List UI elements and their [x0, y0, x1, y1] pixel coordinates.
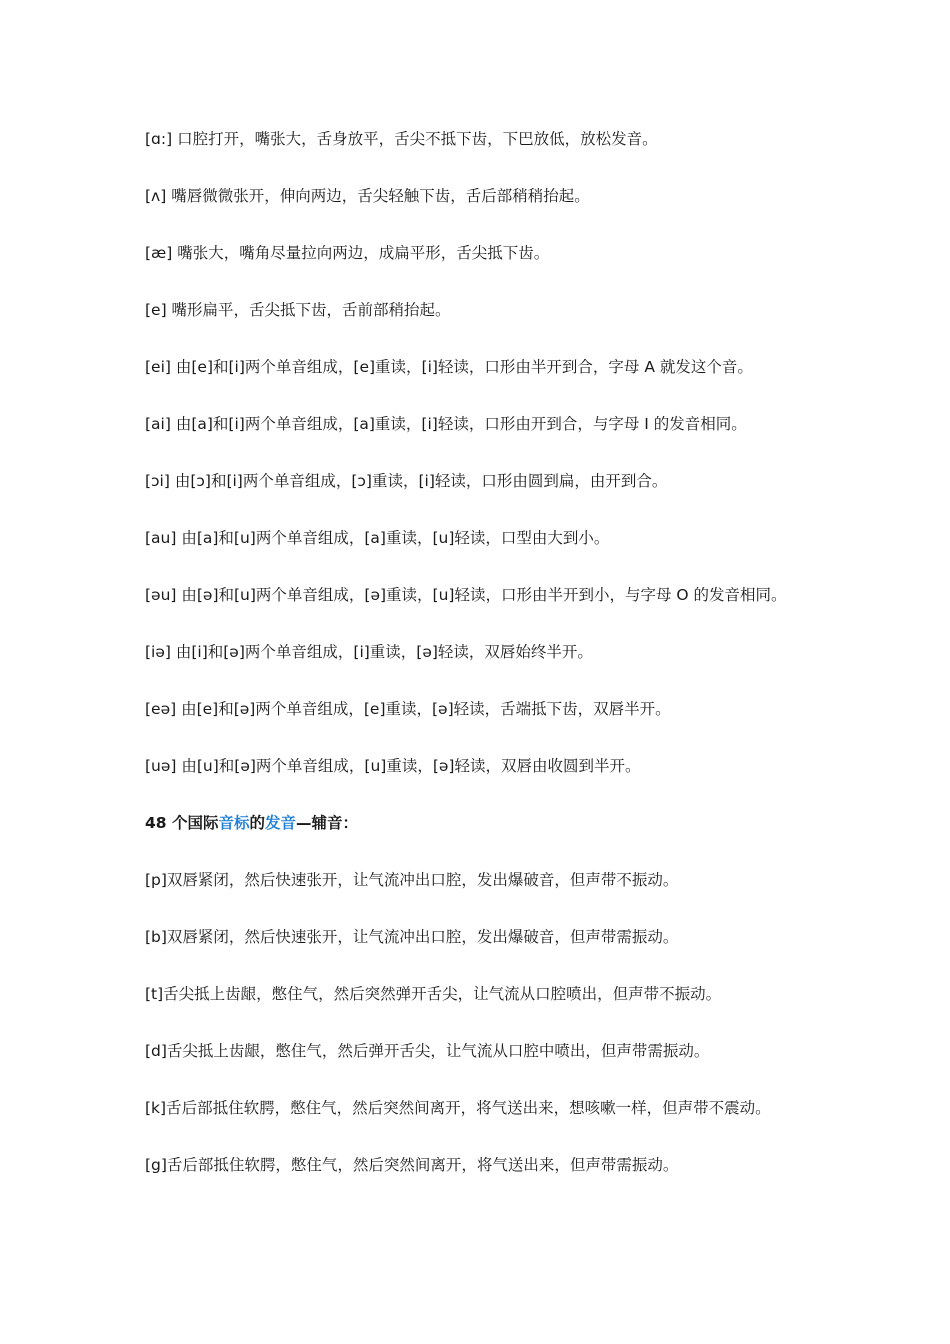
vowel-line: [uə] 由[u]和[ə]两个单音组成，[u]重读，[ə]轻读，双唇由收圆到半开。 [145, 757, 641, 775]
heading-text: —辅音： [296, 814, 359, 832]
document-body [145, 127, 865, 1210]
vowel-line: [ɑ:] 口腔打开，嘴张大，舌身放平，舌尖不抵下齿，下巴放低，放松发音。 [145, 130, 658, 148]
consonant-line: [g]舌后部抵住软腭，憋住气，然后突然间离开，将气送出来，但声带需振动。 [145, 1156, 679, 1174]
consonant-section-heading [145, 811, 865, 868]
vowel-line: [ai] 由[a]和[i]两个单音组成，[a]重读，[i]轻读，口形由开到合，与字母 I 的发音相同。 [145, 415, 747, 433]
vowel-line: [au] 由[a]和[u]两个单音组成，[a]重读，[u]轻读，口型由大到小。 [145, 529, 610, 547]
vowel-line: [e] 嘴形扁平，舌尖抵下齿，舌前部稍抬起。 [145, 301, 451, 319]
vowel-line: [əu] 由[ə]和[u]两个单音组成，[ə]重读，[u]轻读，口形由半开到小，与字母 O 的发音相同。 [145, 586, 787, 604]
consonant-line: [t]舌尖抵上齿龈，憋住气，然后突然弹开舌尖，让气流从口腔喷出，但声带不振动。 [145, 985, 722, 1003]
vowel-line: [eə] 由[e]和[ə]两个单音组成，[e]重读，[ə]轻读，舌端抵下齿，双唇半开。 [145, 700, 671, 718]
vowel-line: [iə] 由[i]和[ə]两个单音组成，[i]重读，[ə]轻读，双唇始终半开。 [145, 643, 593, 661]
consonant-line: [d]舌尖抵上齿龈，憋住气，然后弹开舌尖，让气流从口腔中喷出，但声带需振动。 [145, 1042, 710, 1060]
consonant-line: [p]双唇紧闭，然后快速张开，让气流冲出口腔，发出爆破音，但声带不振动。 [145, 871, 679, 889]
consonant-line: [b]双唇紧闭，然后快速张开，让气流冲出口腔，发出爆破音，但声带需振动。 [145, 928, 679, 946]
vowel-line: [ɔi] 由[ɔ]和[i]两个单音组成，[ɔ]重读，[i]轻读，口形由圆到扁，由开到合。 [145, 472, 668, 490]
vowel-line: [ʌ] 嘴唇微微张开，伸向两边，舌尖轻触下齿，舌后部稍稍抬起。 [145, 187, 590, 205]
vowel-line: [æ] 嘴张大，嘴角尽量拉向两边，成扁平形，舌尖抵下齿。 [145, 244, 550, 262]
vowel-line: [ei] 由[e]和[i]两个单音组成，[e]重读，[i]轻读，口形由半开到合，字母 A 就发这个音。 [145, 358, 753, 376]
heading-text: 48 个国际 [145, 814, 219, 832]
link-pronunciation[interactable]: 发音 [265, 814, 297, 832]
consonant-line: [k]舌后部抵住软腭，憋住气，然后突然间离开，将气送出来，想咳嗽一样，但声带不震动。 [145, 1099, 771, 1117]
heading-text: 的 [249, 814, 265, 832]
link-phonetic-symbols[interactable]: 音标 [218, 814, 250, 832]
